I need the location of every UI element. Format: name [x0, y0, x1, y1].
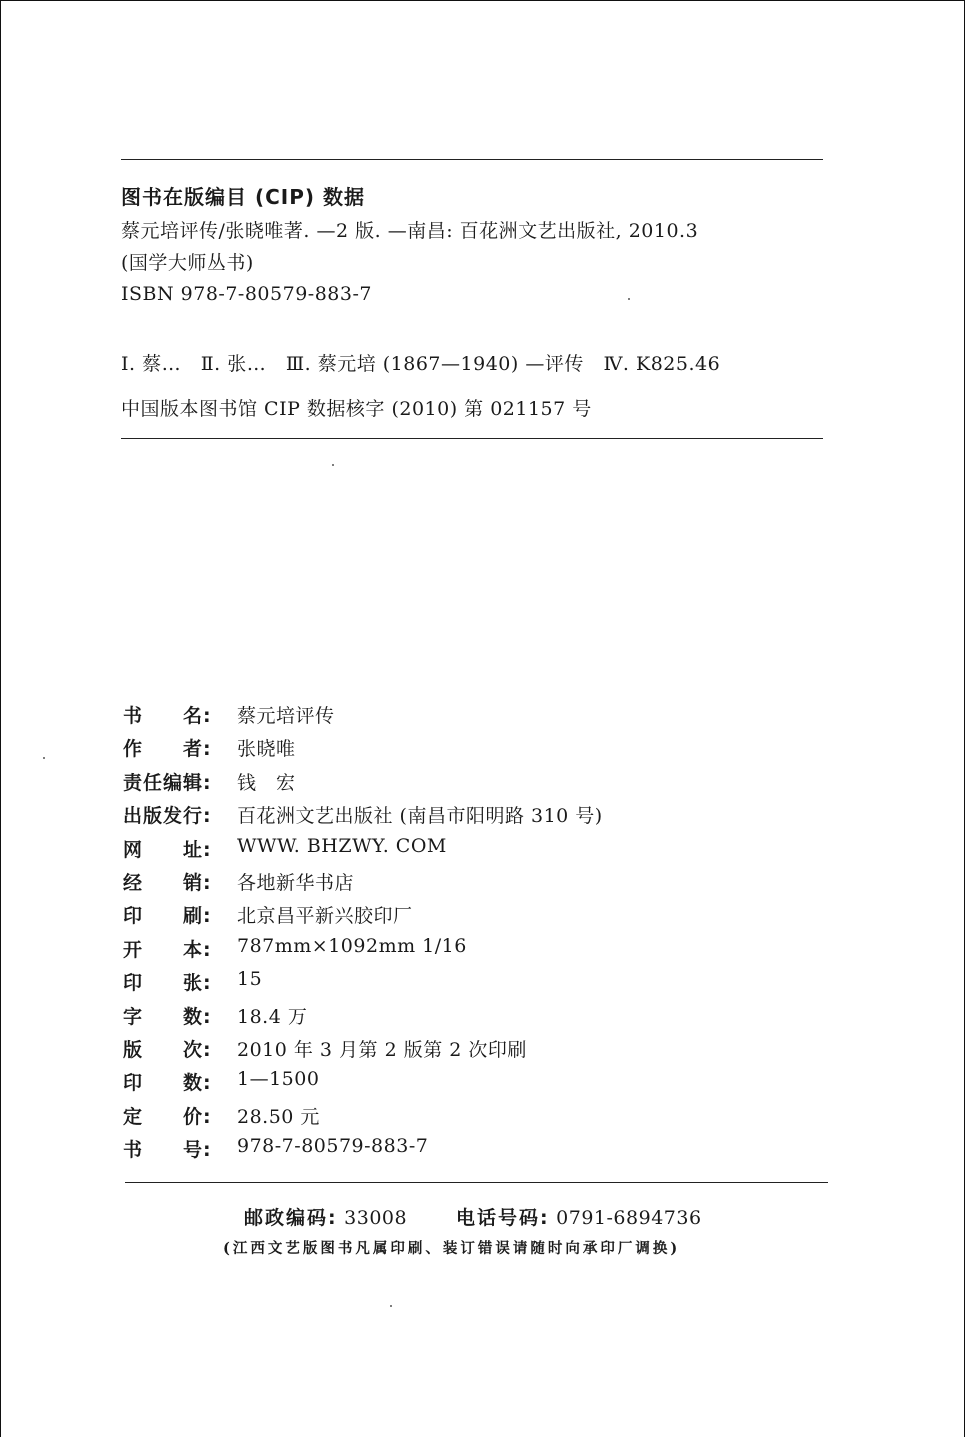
info-value: 2010 年 3 月第 2 版第 2 次印刷	[237, 1038, 527, 1061]
info-value: 张晓唯	[237, 738, 296, 761]
info-value: 978-7-80579-883-7	[237, 1135, 429, 1158]
info-label: 定 价:	[123, 1105, 212, 1128]
postcode	[244, 1203, 407, 1230]
cip-top-rule	[121, 159, 823, 160]
cip-series-line: (国学大师丛书)	[121, 252, 254, 274]
scan-speck	[332, 464, 334, 466]
info-value: 各地新华书店	[237, 871, 355, 894]
scan-speck	[628, 298, 630, 300]
postcode-value: 33008	[344, 1207, 408, 1229]
info-label: 书 号:	[123, 1139, 212, 1162]
info-label: 网 址:	[123, 838, 212, 861]
info-label: 责任编辑:	[123, 771, 212, 794]
cip-title: 图书在版编目 (CIP) 数据	[121, 185, 365, 209]
postcode-label: 邮政编码:	[244, 1207, 338, 1229]
info-label: 字 数:	[123, 1005, 212, 1028]
scan-speck	[43, 757, 45, 759]
info-label: 版 次:	[123, 1038, 212, 1061]
phone	[456, 1203, 702, 1230]
phone-label: 电话号码:	[456, 1207, 550, 1229]
info-label: 印 数:	[123, 1072, 212, 1095]
info-value: 1—1500	[237, 1068, 320, 1091]
phone-value: 0791-6894736	[556, 1207, 702, 1229]
cip-catalog-line: 蔡元培评传/张晓唯著. —2 版. —南昌: 百花洲文艺出版社, 2010.3	[121, 220, 699, 242]
info-label: 开 本:	[123, 938, 212, 961]
contact-rule	[125, 1182, 828, 1183]
info-value: 787mm×1092mm 1/16	[237, 934, 467, 957]
cip-isbn-line: ISBN 978-7-80579-883-7	[121, 283, 372, 305]
info-value: 百花洲文艺出版社 (南昌市阳明路 310 号)	[237, 805, 603, 828]
info-value: WWW. BHZWY. COM	[237, 834, 447, 857]
info-value: 15	[237, 968, 263, 991]
info-value: 18.4 万	[237, 1005, 308, 1028]
scan-speck	[390, 1305, 392, 1307]
cip-bottom-rule	[121, 438, 823, 439]
info-value: 蔡元培评传	[237, 705, 335, 727]
exchange-notice: (江西文艺版图书凡属印刷、装订错误请随时向承印厂调换)	[223, 1240, 681, 1257]
info-value: 28.50 元	[237, 1105, 320, 1128]
info-value: 北京昌平新兴胶印厂	[237, 905, 413, 928]
cip-verification-line: 中国版本图书馆 CIP 数据核字 (2010) 第 021157 号	[121, 398, 592, 420]
info-label: 印 刷:	[123, 905, 212, 928]
info-label: 出版发行:	[123, 805, 212, 828]
info-label: 书 名:	[123, 705, 212, 727]
cip-classification-line: Ⅰ. 蔡… Ⅱ. 张… Ⅲ. 蔡元培 (1867—1940) —评传 Ⅳ. K825.46	[121, 353, 721, 375]
info-value: 钱 宏	[237, 771, 296, 794]
info-label: 印 张:	[123, 972, 212, 995]
info-label: 作 者:	[123, 738, 212, 761]
info-label: 经 销:	[123, 871, 212, 894]
